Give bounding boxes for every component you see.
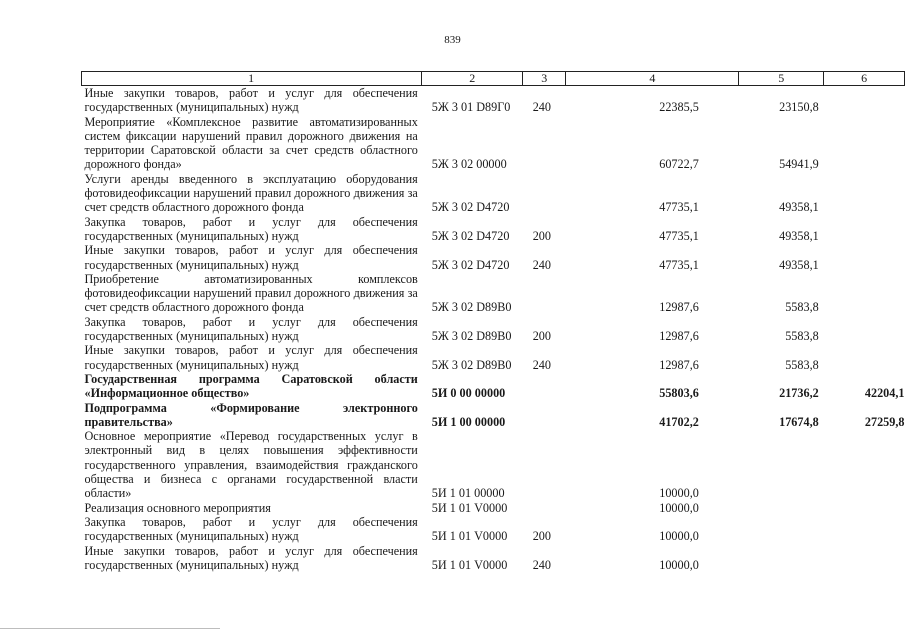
row-expense-type-cell	[523, 501, 566, 515]
row-value-col4-cell: 10000,0	[659, 500, 699, 515]
row-expense-type-cell	[523, 272, 566, 315]
row-expense-type-cell	[523, 115, 566, 172]
row-name-cell: Иные закупки товаров, работ и услуг для обеспечения государственных (муниципальных) нужд	[84, 243, 418, 272]
row-value-col4-cell: 12987,6	[659, 300, 699, 315]
row-expense-type-cell: 240	[532, 257, 551, 272]
row-value-col5-cell	[739, 501, 824, 515]
row-value-col5-cell: 49358,1	[779, 257, 819, 272]
row-name-cell: Закупка товаров, работ и услуг для обеспечения государственных (муниципальных) нужд	[84, 514, 418, 544]
row-code-cell: 5И 1 01 V0000	[431, 529, 508, 544]
row-value-col4-cell: 12987,6	[659, 357, 699, 372]
row-name-cell: Закупка товаров, работ и услуг для обеспечения государственных (муниципальных) нужд	[84, 214, 418, 243]
row-name-cell: Подпрограмма «Формирование электронного правительства»	[84, 400, 418, 429]
table-row	[82, 215, 905, 244]
row-value-col5-cell: 21736,2	[779, 386, 819, 401]
row-name-cell: Иные закупки товаров, работ и услуг для обеспечения государственных (муниципальных) нужд	[84, 543, 418, 572]
row-code-cell: 5И 1 01 00000	[431, 486, 505, 501]
row-expense-type-cell: 200	[532, 228, 551, 243]
row-value-col5-cell	[739, 429, 824, 500]
row-value-col5-cell: 54941,9	[779, 157, 819, 172]
table-row	[82, 372, 905, 401]
row-value-col6-cell	[824, 86, 905, 115]
row-value-col4-cell: 22385,5	[659, 100, 699, 115]
budget-table	[81, 71, 905, 572]
row-value-col4-cell: 10000,0	[659, 557, 699, 572]
row-name-cell: Государственная программа Саратовской области «Информационное общество»	[84, 371, 418, 401]
row-code-cell: 5Ж 3 02 D89B0	[431, 329, 512, 344]
table-body	[82, 86, 905, 573]
row-value-col5-cell: 49358,1	[779, 200, 819, 215]
row-value-col5-cell: 5583,8	[785, 329, 819, 344]
row-expense-type-cell	[523, 172, 566, 215]
table-row	[82, 86, 905, 115]
row-value-col6-cell: 42204,1	[864, 386, 905, 401]
row-expense-type-cell: 240	[532, 357, 551, 372]
row-code-cell: 5И 1 00 00000	[431, 414, 506, 429]
table-row	[82, 343, 905, 372]
table-row	[82, 172, 905, 215]
row-code-cell: 5Ж 3 01 D89Г0	[431, 100, 511, 115]
row-value-col6-cell	[824, 243, 905, 272]
row-code-cell: 5Ж 3 02 D89B0	[431, 357, 512, 372]
row-value-col6-cell	[824, 343, 905, 372]
row-name-cell: Иные закупки товаров, работ и услуг для обеспечения государственных (муниципальных) нужд	[84, 86, 418, 115]
row-value-col6-cell	[824, 501, 905, 515]
row-value-col5-cell: 5583,8	[785, 300, 819, 315]
row-expense-type-cell	[523, 372, 566, 401]
table-row	[82, 544, 905, 573]
table-row	[82, 515, 905, 544]
row-expense-type-cell	[523, 429, 566, 500]
row-value-col4-cell: 47735,1	[659, 228, 699, 243]
row-code-cell: 5Ж 3 02 00000	[431, 157, 507, 172]
row-value-col4-cell: 10000,0	[659, 529, 699, 544]
row-value-col6-cell	[824, 544, 905, 573]
column-header-1: 1	[82, 72, 422, 86]
table-row	[82, 315, 905, 344]
row-code-cell: 5Ж 3 02 D89B0	[431, 300, 512, 315]
table-row	[82, 272, 905, 315]
row-value-col5-cell	[739, 515, 824, 544]
table-row	[82, 429, 905, 500]
row-name-cell: Мероприятие «Комплексное развитие автоматизированных систем фиксации нарушений правил дорожного движения на территории Саратовской области за счет средств областного дорожного фонда»	[84, 114, 418, 172]
table-row	[82, 501, 905, 515]
row-value-col6-cell	[824, 272, 905, 315]
row-code-cell: 5Ж 3 02 D4720	[431, 228, 510, 243]
row-value-col4-cell: 12987,6	[659, 329, 699, 344]
row-expense-type-cell	[523, 401, 566, 430]
row-value-col5-cell	[739, 544, 824, 573]
row-value-col4-cell: 60722,7	[659, 157, 699, 172]
row-value-col6-cell	[824, 315, 905, 344]
row-code-cell: 5И 1 01 V0000	[431, 500, 508, 515]
column-header-6: 6	[824, 72, 905, 86]
page-number: 839	[444, 34, 461, 46]
column-header-5: 5	[739, 72, 824, 86]
row-value-col4-cell: 41702,2	[659, 414, 699, 429]
row-name-cell: Услуги аренды введенного в эксплуатацию оборудования фотовидеофиксации нарушений правил дорожного движения за счет средств областного дорожного фонда	[84, 171, 418, 215]
row-value-col5-cell: 5583,8	[785, 357, 819, 372]
row-expense-type-cell: 240	[532, 557, 551, 572]
row-value-col4-cell: 55803,6	[659, 386, 699, 401]
column-header-4: 4	[566, 72, 739, 86]
row-expense-type-cell: 200	[532, 329, 551, 344]
row-code-cell: 5Ж 3 02 D4720	[431, 257, 510, 272]
row-expense-type-cell: 200	[532, 529, 551, 544]
row-name-cell: Закупка товаров, работ и услуг для обеспечения государственных (муниципальных) нужд	[84, 314, 418, 344]
row-value-col6-cell	[824, 215, 905, 244]
column-header-2: 2	[422, 72, 523, 86]
row-name-cell: Реализация основного мероприятия	[84, 500, 271, 515]
row-value-col6-cell	[824, 115, 905, 172]
row-name-cell: Основное мероприятие «Перевод государственных услуг в электронный вид в целях повышения эффективности государственного управления, взаимодействия гражданского общества и бизнеса с органами государственной власти области»	[84, 429, 418, 501]
column-header-3: 3	[523, 72, 566, 86]
row-value-col6-cell: 27259,8	[864, 414, 905, 429]
row-name-cell: Приобретение автоматизированных комплексов фотовидеофиксации нарушений правил дорожного движения за счет средств областного дорожного фонда	[84, 271, 418, 315]
table-row	[82, 243, 905, 272]
row-code-cell: 5Ж 3 02 D4720	[431, 200, 510, 215]
footer-rule	[0, 628, 220, 629]
row-code-cell: 5И 1 01 V0000	[431, 557, 508, 572]
row-value-col5-cell: 49358,1	[779, 228, 819, 243]
row-name-cell: Иные закупки товаров, работ и услуг для обеспечения государственных (муниципальных) нужд	[84, 343, 418, 372]
table-row	[82, 401, 905, 430]
column-header-row	[82, 72, 905, 86]
row-value-col6-cell	[824, 172, 905, 215]
row-code-cell: 5И 0 00 00000	[431, 386, 506, 401]
row-value-col4-cell: 47735,1	[659, 257, 699, 272]
row-value-col6-cell	[824, 515, 905, 544]
table-row	[82, 115, 905, 172]
row-value-col5-cell: 23150,8	[779, 100, 819, 115]
row-value-col4-cell: 10000,0	[659, 486, 699, 501]
row-value-col6-cell	[824, 429, 905, 500]
row-expense-type-cell: 240	[532, 100, 551, 115]
row-value-col5-cell: 17674,8	[779, 414, 819, 429]
row-value-col4-cell: 47735,1	[659, 200, 699, 215]
